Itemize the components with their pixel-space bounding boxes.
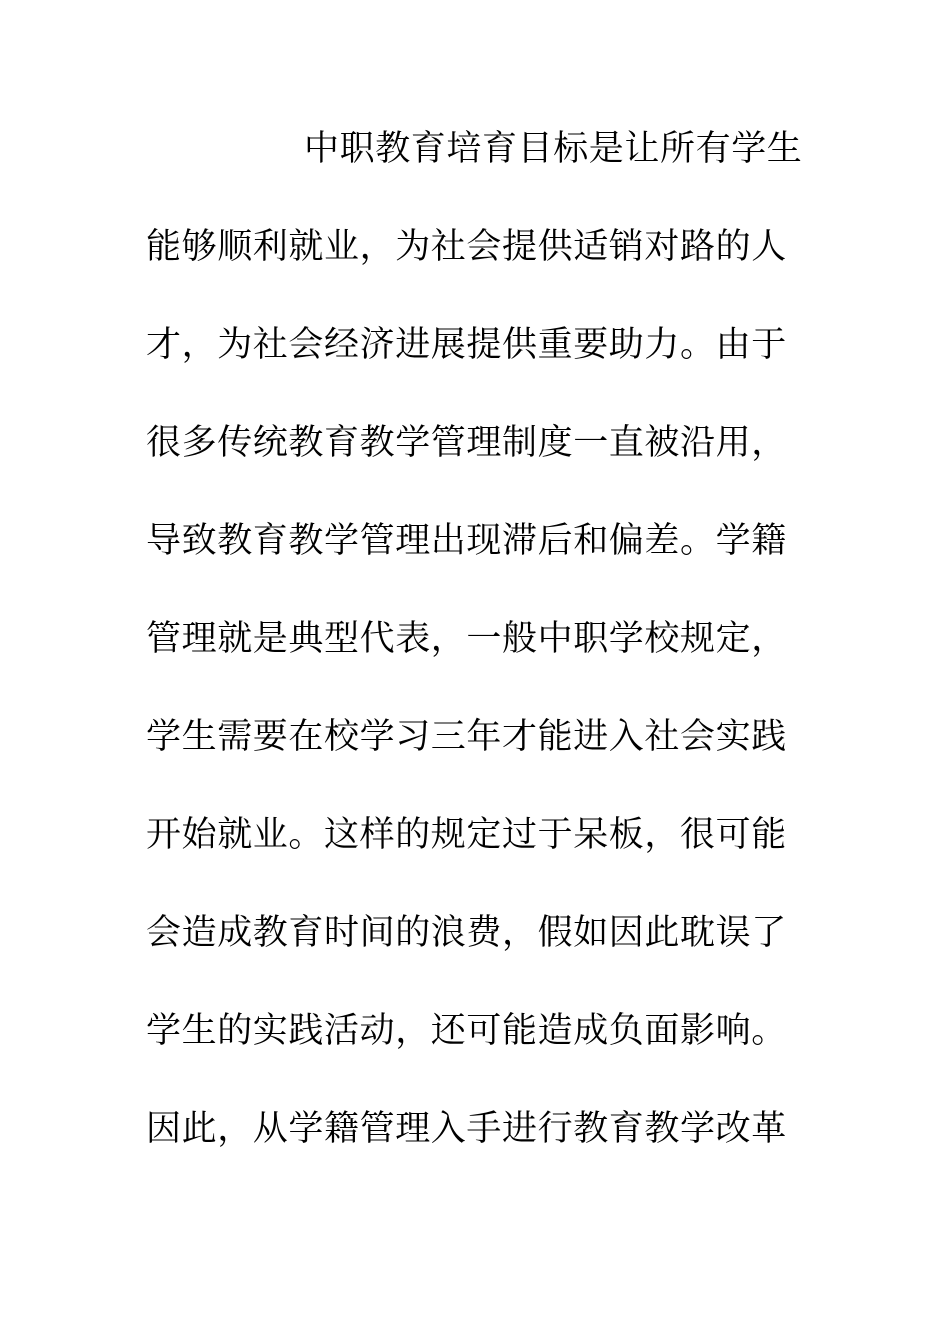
paragraph-line: 管理就是典型代表，一般中职学校规定， [146,619,787,659]
paragraph-line: 中职教育培育目标是让所有学生 [304,129,803,169]
paragraph-line: 才，为社会经济进展提供重要助力。由于 [146,325,787,365]
paragraph-line: 学生需要在校学习三年才能进入社会实践 [146,717,787,757]
paragraph-line: 导致教育教学管理出现滞后和偏差。学籍 [146,521,787,561]
paragraph-line: 学生的实践活动，还可能造成负面影响。 [146,1011,787,1051]
paragraph-line: 开始就业。这样的规定过于呆板，很可能 [146,815,787,855]
paragraph-line: 很多传统教育教学管理制度一直被沿用， [146,423,787,463]
paragraph-line: 能够顺利就业，为社会提供适销对路的人 [146,227,787,267]
body-paragraph [146,124,806,1202]
paragraph-line: 会造成教育时间的浪费，假如因此耽误了 [146,913,787,953]
paragraph-line: 因此，从学籍管理入手进行教育教学改革 [146,1109,787,1149]
